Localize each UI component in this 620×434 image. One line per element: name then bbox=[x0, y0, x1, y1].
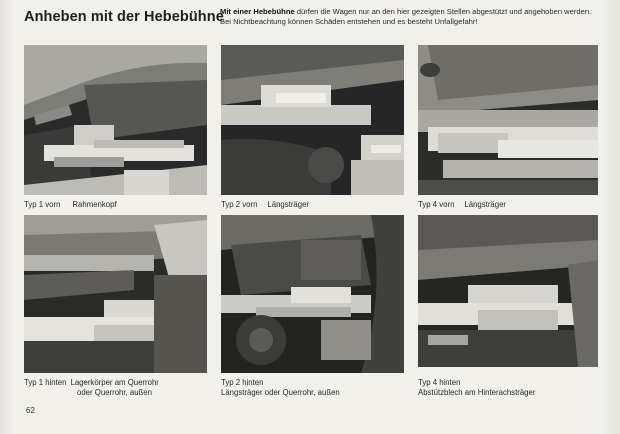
caption-typ2-hinten bbox=[221, 378, 340, 398]
intro-bold: Mit einer Hebebühne bbox=[220, 7, 295, 16]
caption-desc: Rahmenkopf bbox=[72, 200, 117, 209]
caption-type: Typ 2 vorn bbox=[221, 200, 258, 209]
caption-typ2-vorn bbox=[221, 200, 309, 210]
photo-typ2-hinten bbox=[221, 215, 404, 373]
caption-desc: Längsträger bbox=[267, 200, 310, 209]
caption-typ1-vorn bbox=[24, 200, 117, 210]
page-number: 62 bbox=[26, 406, 35, 415]
caption-desc: Längsträger oder Querrohr, außen bbox=[221, 388, 340, 397]
caption-type: Typ 4 hinten bbox=[418, 378, 461, 387]
caption-typ1-hinten bbox=[24, 378, 159, 398]
caption-type: Typ 1 vorn bbox=[24, 200, 61, 209]
photo-typ4-hinten bbox=[418, 215, 598, 367]
caption-desc: Abstützblech am Hinterachsträger bbox=[418, 388, 536, 397]
caption-type: Typ 4 vorn bbox=[418, 200, 455, 209]
intro-text: dürfen die Wagen nur an den hier gezeigten Stellen abgestützt und angehoben werden. Bei Nichtbeachtung können Schäden entstehen und es besteht Unfallgefahr! bbox=[220, 7, 592, 26]
caption-type: Typ 1 hinten bbox=[24, 378, 67, 387]
intro-paragraph bbox=[220, 7, 600, 26]
page-title: Anheben mit der Hebebühne bbox=[24, 9, 224, 25]
caption-typ4-hinten bbox=[418, 378, 535, 398]
photo-typ1-vorn bbox=[24, 45, 207, 195]
caption-type: Typ 2 hinten bbox=[221, 378, 264, 387]
caption-typ4-vorn bbox=[418, 200, 506, 210]
photo-typ1-hinten bbox=[24, 215, 207, 373]
photo-typ2-vorn bbox=[221, 45, 404, 195]
caption-desc2: oder Querrohr, außen bbox=[77, 388, 152, 397]
caption-desc: Längsträger bbox=[464, 200, 507, 209]
caption-desc: Lagerkörper am Querrohr bbox=[70, 378, 159, 387]
photo-typ4-vorn bbox=[418, 45, 598, 195]
